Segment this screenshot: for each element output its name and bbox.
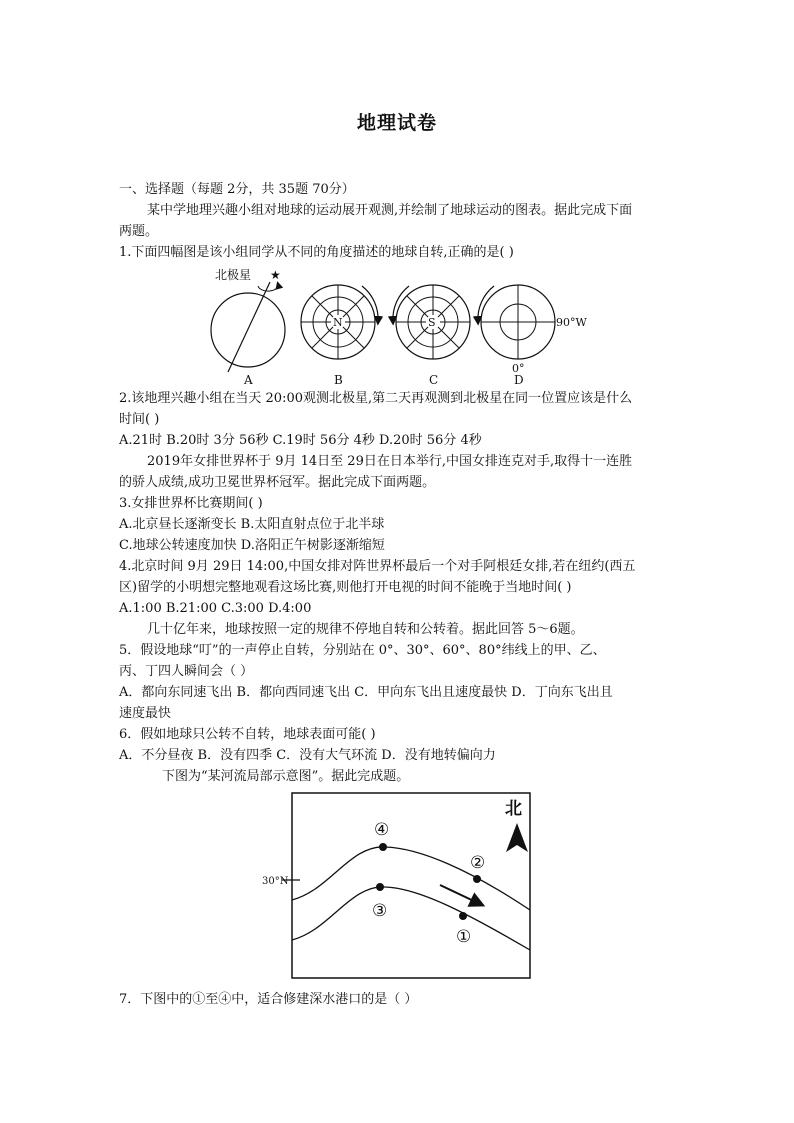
question-5-cont: 丙、丁四人瞬间会（ ） [119,664,254,679]
diagram-label-a: A [244,373,253,387]
intro-text: 下图为“某河流局部示意图”。据此完成题。 [162,769,410,784]
question-2-cont: 时间( ) [119,412,160,427]
question-2: 2.该地理兴趣小组在当天 20:00观测北极星,第二天再观测到北极星在同一位置应该是什么 [119,391,633,406]
question-4-options: A.1:00 B.21:00 C.3:00 D.4:00 [119,601,312,616]
diagram-a [211,267,285,387]
intro-text: 几十亿年来，地球按照一定的规律不停地自转和公转着。据此回答 5～6题。 [147,622,584,637]
diagram-label-c: C [429,373,439,387]
north-pole-label: N [333,316,343,329]
point-2-label: ② [470,853,486,873]
intro-text: 两题。 [119,224,159,239]
diagram-d [478,285,588,387]
intro-text: 的骄人成绩,成功卫冕世界杯冠军。据此完成下面两题。 [119,475,436,490]
question-6: 6．假如地球只公转不自转，地球表面可能( ) [119,727,376,742]
diagram-label-d: D [514,373,524,387]
question-3: 3.女排世界杯比赛期间( ) [119,496,263,511]
south-pole-label: S [428,316,436,329]
star-icon: ★ [270,268,281,282]
question-4-cont: 区)留学的小明想完整地观看这场比赛,则他打开电视的时间不能晚于当地时间( ) [119,580,572,595]
question-5-options: 速度最快 [119,706,172,721]
question-6-options: A．不分昼夜 B．没有四季 C．没有大气环流 D．没有地转偏向力 [119,748,496,763]
latitude-label: 30°N [262,876,289,887]
point-4-label: ④ [374,820,390,840]
earth-rotation-figure [0,262,794,392]
question-5: 5．假设地球“叮”的一声停止自转，分别站在 0°、30°、60°、80°纬线上的甲、乙、 [119,643,606,658]
question-3-options: C.地球公转速度加快 D.洛阳正午树影逐渐缩短 [119,538,385,553]
diagram-c [393,285,470,387]
diagram-b [301,285,378,387]
question-4: 4.北京时间 9月 29日 14:00,中国女排对阵世界杯最后一个对手阿根廷女排,若在纽约(西五 [119,559,636,574]
page-title: 地理试卷 [356,112,437,134]
question-3-options: A.北京昼长逐渐变长 B.太阳直射点位于北半球 [119,517,385,532]
question-5-options: A．都向东同速飞出 B．都向西同速飞出 C．甲向东飞出且速度最快 D．丁向东飞出且 [119,685,613,700]
point-3-label: ③ [372,901,388,921]
north-arrow-icon [506,823,528,852]
polaris-label: 北极星 [215,268,252,282]
question-2-options: A.21时 B.20时 3分 56秒 C.19时 56分 4秒 D.20时 56分 4秒 [119,433,482,448]
meridian-90w-label: 90°W [556,316,587,329]
diagram-label-b: B [334,373,343,387]
point-1-label: ① [456,927,472,947]
intro-text: 某中学地理兴趣小组对地球的运动展开观测,并绘制了地球运动的图表。据此完成下面 [147,203,633,218]
section-heading: 一、选择题（每题 2分，共 35题 70分） [119,182,355,197]
question-1: 1.下面四幅图是该小组同学从不同的角度描述的地球自转,正确的是( ) [119,245,514,260]
north-label: 北 [505,799,522,819]
meridian-0-label: 0° [512,362,525,375]
intro-text: 2019年女排世界杯于 9月 14日至 29日在日本举行,中国女排连克对手,取得十一连胜 [147,454,633,469]
question-7: 7．下图中的①至④中，适合修建深水港口的是（ ） [119,992,418,1007]
river-figure [0,790,794,990]
